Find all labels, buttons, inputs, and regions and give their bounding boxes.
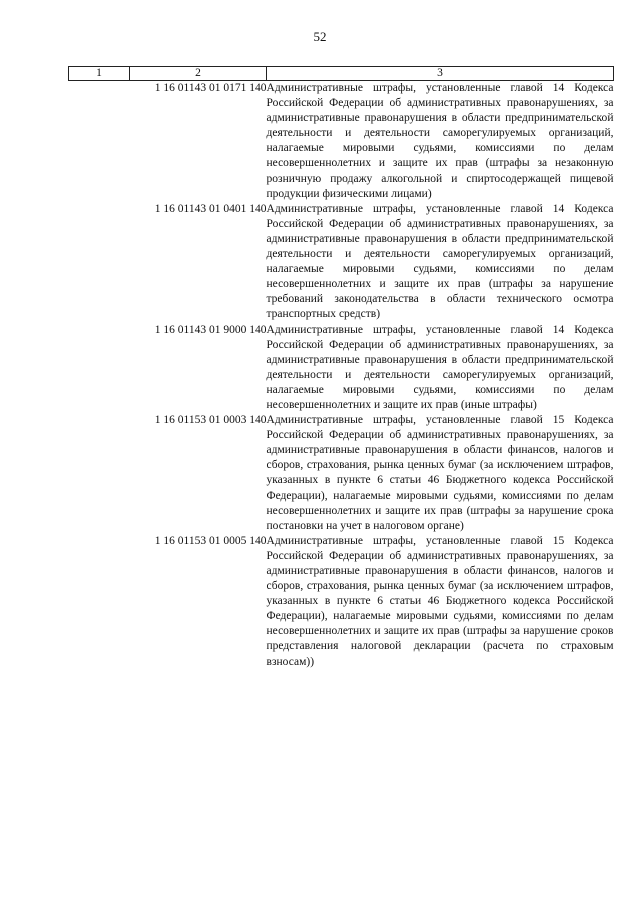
budget-code: 1 16 01143 01 0401 140 [154,202,267,215]
column-header-1: 1 [69,67,130,81]
budget-code: 1 16 01143 01 9000 140 [154,323,267,336]
empty-cell [69,323,130,414]
code-description: Административные штрафы, установленные главой 15 Кодекса Российской Федерации об административных правонарушениях, за административные правонарушения в области финансов, налогов и сборов, страхования, рынка ценных бумаг (за исключением штрафов, указанных в пункте 6 статьи 46 Бюджетного кодекса Российской Федерации), налагаемые мировыми судьями, комиссиями по делам несовершеннолетних и защите их прав (штрафы за нарушение срока постановки на учет в налоговом органе) [266,414,614,532]
empty-cell [69,413,130,534]
table-row [69,202,614,323]
budget-code: 1 16 01143 01 0171 140 [154,82,267,94]
empty-cell [69,534,130,670]
code-description: Административные штрафы, установленные главой 14 Кодекса Российской Федерации об административных правонарушениях, за административные правонарушения в области предпринимательской деятельности и деятельности саморегулируемых организаций, налагаемые мировыми судьями, комиссиями по делам несовершеннолетних и защите их прав (штрафы за незаконную розничную продажу алкогольной и спиртосодержащей пищевой продукции физическими лицами) [266,82,614,200]
code-description: Административные штрафы, установленные главой 14 Кодекса Российской Федерации об административных правонарушениях, за административные правонарушения в области предпринимательской деятельности и деятельности саморегулируемых организаций, налагаемые мировыми судьями, комиссиями по делам несовершеннолетних и защите их прав (штрафы за нарушение требований законодательства в области технического осмотра транспортных средств) [266,202,614,321]
code-description: Административные штрафы, установленные главой 15 Кодекса Российской Федерации об административных правонарушениях, за административные правонарушения в области финансов, налогов и сборов, страхования, рынка ценных бумаг (за исключением штрафов, указанных в пункте 6 статьи 46 Бюджетного кодекса Российской Федерации), налагаемые мировыми судьями, комиссиями по делам несовершеннолетних и защите их прав (штрафы за нарушение сроков представления налоговой декларации (расчета по страховым взносам)) [266,534,614,668]
table-row [69,413,614,534]
empty-cell [69,202,130,323]
budget-codes-table [68,66,614,670]
budget-code: 1 16 01153 01 0003 140 [154,414,267,427]
page-number: 52 [313,29,327,44]
column-header-2: 2 [130,67,267,81]
table-row [69,81,614,202]
table-row [69,534,614,670]
table-header-row [69,67,614,81]
budget-code: 1 16 01153 01 0005 140 [154,534,267,547]
empty-cell [69,81,130,202]
column-header-3: 3 [267,67,614,81]
code-description: Административные штрафы, установленные главой 14 Кодекса Российской Федерации об административных правонарушениях, за административные правонарушения в области предпринимательской деятельности и деятельности саморегулируемых организаций, налагаемые мировыми судьями, комиссиями по делам несовершеннолетних и защите их прав (иные штрафы) [266,323,614,411]
table-row [69,323,614,414]
